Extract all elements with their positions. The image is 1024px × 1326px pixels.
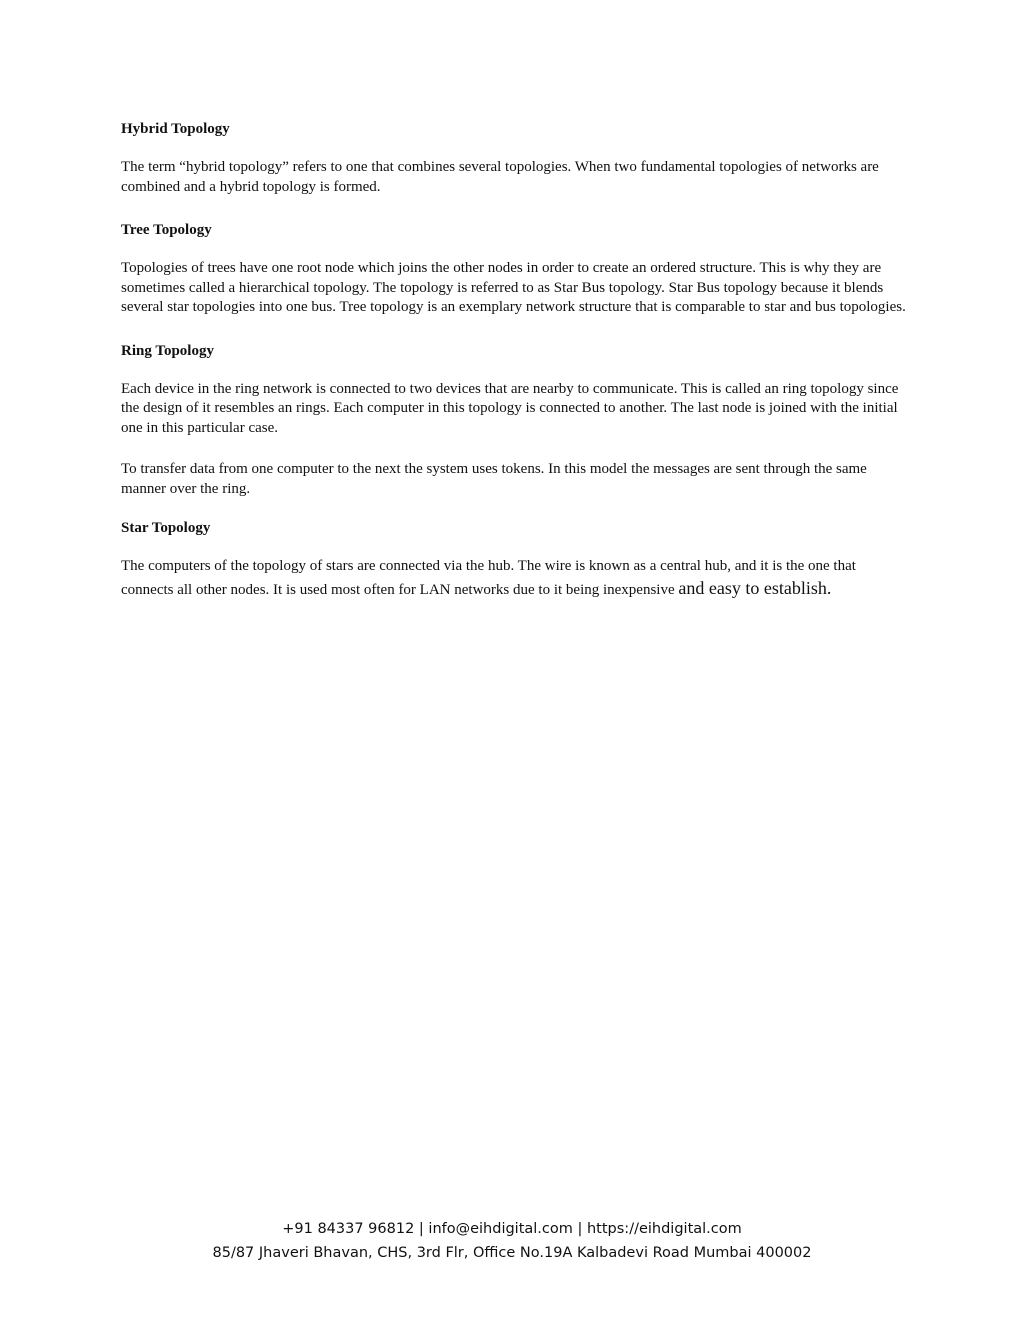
section-star-topology xyxy=(121,517,907,600)
section-heading: Ring Topology xyxy=(121,342,214,359)
section-heading: Tree Topology xyxy=(121,222,212,238)
footer-address-line: 85/87 Jhaveri Bhavan, CHS, 3rd Flr, Office No.19A Kalbadevi Road Mumbai 400002 xyxy=(212,1245,812,1261)
section-tree-topology xyxy=(121,219,907,318)
paragraph: Each device in the ring network is connected to two devices that are nearby to communicate. This is called an ring topology since the design of it resembles an rings. Each computer in this topology is connected to another. The last node is joined with the initial one in this particular case. xyxy=(121,380,899,436)
page-footer xyxy=(0,1217,1024,1265)
section-heading: Star Topology xyxy=(121,520,211,536)
paragraph: The term “hybrid topology” refers to one that combines several topologies. When two fundamental topologies of networks are combined and a hybrid topology is formed. xyxy=(121,159,879,195)
document-body xyxy=(121,118,907,622)
section-hybrid-topology xyxy=(121,118,907,197)
footer-contact-line: +91 84337 96812 | info@eihdigital.com | https://eihdigital.com xyxy=(282,1221,742,1237)
section-ring-topology xyxy=(121,340,907,500)
paragraph: To transfer data from one computer to the next the system uses tokens. In this model the messages are sent through the same manner over the ring. xyxy=(121,461,867,497)
paragraph: Topologies of trees have one root node which joins the other nodes in order to create an ordered structure. This is why they are sometimes called a hierarchical topology. The topology is referred to as Star Bus topology. Star Bus topology because it blends several star topologies into one bus. Tree topology is an exemplary network structure that is comparable to star and bus topologies. xyxy=(121,260,906,315)
paragraph-text: The computers of the topology of stars are connected via the hub. The wire is known as a central hub, and it is the one that connects all other nodes. It is used most often for LAN networks due to it being inexpensive xyxy=(121,558,856,598)
section-heading: Hybrid Topology xyxy=(121,121,230,137)
paragraph xyxy=(121,557,907,600)
paragraph-tail-text: and easy to establish. xyxy=(678,577,832,598)
